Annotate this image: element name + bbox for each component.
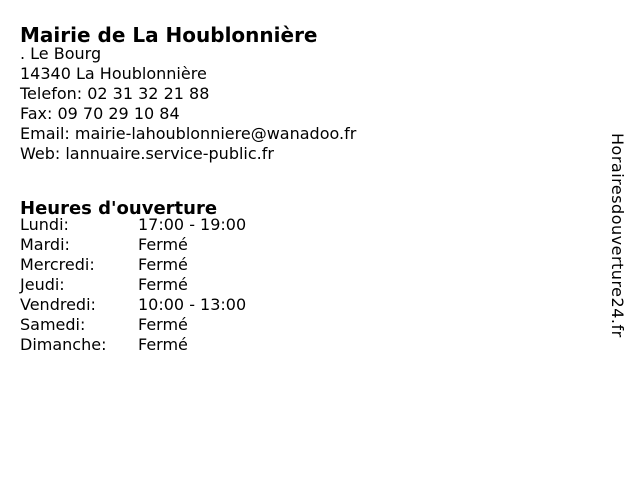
day-label: Mercredi: — [20, 255, 95, 274]
email-line: Email: mairie-lahoublonniere@wanadoo.fr — [20, 124, 357, 143]
contact-block — [20, 44, 356, 164]
day-label: Samedi: — [20, 315, 86, 334]
address-line-2: 14340 La Houblonnière — [20, 64, 207, 83]
hours-value: 10:00 - 13:00 — [138, 295, 247, 314]
table-row-wednesday — [20, 255, 320, 275]
fax-line: Fax: 09 70 29 10 84 — [20, 104, 180, 123]
phone-line: Telefon: 02 31 32 21 88 — [20, 84, 210, 103]
day-label: Lundi: — [20, 215, 69, 234]
hours-value: Fermé — [138, 275, 188, 294]
table-row-tuesday — [20, 235, 320, 255]
hours-value: Fermé — [138, 335, 188, 354]
opening-hours-heading: Heures d'ouverture — [20, 197, 218, 219]
hours-value: 17:00 - 19:00 — [138, 215, 247, 234]
opening-hours-table — [20, 215, 320, 355]
hours-value: Fermé — [138, 255, 188, 274]
page-title: Mairie de La Houblonnière — [20, 23, 318, 48]
day-label: Dimanche: — [20, 335, 107, 354]
day-label: Mardi: — [20, 235, 70, 254]
site-watermark-label: Horairesdouverture24.fr — [608, 133, 627, 338]
table-row-saturday — [20, 315, 320, 335]
hours-value: Fermé — [138, 315, 188, 334]
table-row-thursday — [20, 275, 320, 295]
day-label: Jeudi: — [20, 275, 65, 294]
address-line-1: . Le Bourg — [20, 44, 102, 63]
table-row-monday — [20, 215, 320, 235]
table-row-sunday — [20, 335, 320, 355]
day-label: Vendredi: — [20, 295, 96, 314]
table-row-friday — [20, 295, 320, 315]
web-line: Web: lannuaire.service-public.fr — [20, 144, 274, 163]
site-watermark — [607, 133, 627, 373]
hours-value: Fermé — [138, 235, 188, 254]
